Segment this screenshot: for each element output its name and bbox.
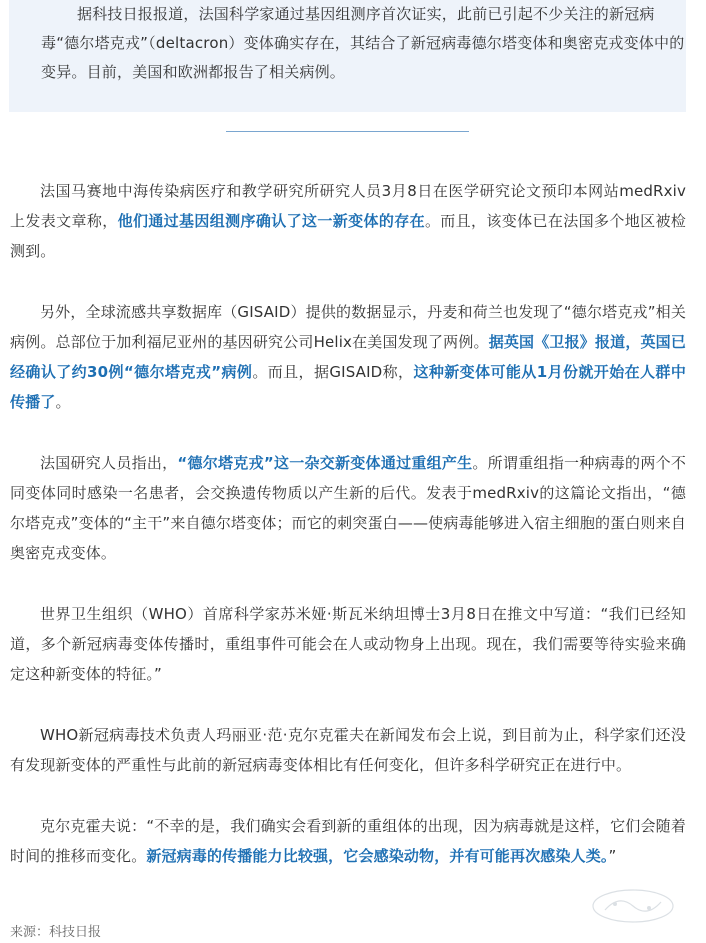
paragraph-3-text: 法国研究人员指出， <box>40 454 178 472</box>
paragraph-2 <box>10 297 686 417</box>
summary-box <box>9 0 686 112</box>
paragraph-2-text: 另外，全球流感共享数据库（GISAID）提供的数据显示，丹麦和荷兰也发现了“德尔塔克戎”相关病例。总部位于加利福尼亚州的基因研究公司Helix在美国发现了两例。 <box>10 303 686 351</box>
paragraph-5-text: WHO新冠病毒技术负责人玛丽亚·范·克尔克霍夫在新闻发布会上说，到目前为止，科学家们还没有发现新变体的严重性与此前的新冠病毒变体相比有任何变化，但许多科学研究正在进行中。 <box>10 726 686 774</box>
paragraph-4-text: 世界卫生组织（WHO）首席科学家苏米娅·斯瓦米纳坦博士3月8日在推文中写道：“我们已经知道，多个新冠病毒变体传播时，重组事件可能会在人或动物身上出现。现在，我们需要等待实验来确定这种新变体的特征。” <box>10 605 686 683</box>
article-body <box>10 176 686 902</box>
paragraph-4 <box>10 599 686 689</box>
paragraph-2-highlight-1: 据英国《卫报》报道，英国已经确认了约30例“德尔塔克戎”病例 <box>10 333 687 381</box>
paragraph-3 <box>10 448 686 568</box>
paragraph-3-highlight: “德尔塔克戎”这一杂交新变体通过重组产生 <box>177 454 473 472</box>
paragraph-2-text-end: 。 <box>55 393 71 411</box>
watermark-logo-icon <box>585 884 681 928</box>
paragraph-2-highlight-2: 这种新变体可能从1月份就开始在人群中传播了 <box>10 363 686 411</box>
paragraph-6-text-end: ” <box>608 847 617 865</box>
paragraph-1-text-end: 。而且，该变体已在法国多个地区被检测到。 <box>10 212 686 260</box>
section-divider <box>226 131 469 132</box>
paragraph-6-highlight: 新冠病毒的传播能力比较强，它会感染动物，并有可能再次感染人类。 <box>146 847 609 865</box>
source-label: 来源：科技日报 <box>10 925 102 940</box>
paragraph-6-text: 克尔克霍夫说：“不幸的是，我们确实会看到新的重组体的出现，因为病毒就是这样，它们会随着时间的推移而变化。 <box>10 817 686 865</box>
summary-content: 据科技日报报道，法国科学家通过基因组测序首次证实，此前已引起不少关注的新冠病毒“德尔塔克戎”（deltacron）变体确实存在，其结合了新冠病毒德尔塔变体和奥密克戎变体中的变异。目前，美国和欧洲都报告了相关病例。 <box>41 5 685 81</box>
paragraph-5 <box>10 720 686 780</box>
paragraph-2-text-mid: 。而且，据GISAID称， <box>252 363 414 381</box>
paragraph-1 <box>10 176 686 266</box>
paragraph-3-text-end: 。所谓重组指一种病毒的两个不同变体同时感染一名患者，会交换遗传物质以产生新的后代。发表于medRxiv的这篇论文指出，“德尔塔克戎”变体的“主干”来自德尔塔变体；而它的刺突蛋白——使病毒能够进入宿主细胞的蛋白则来自奥密克戎变体。 <box>10 454 686 562</box>
paragraph-1-text: 法国马赛地中海传染病医疗和教学研究所研究人员3月8日在医学研究论文预印本网站medRxiv上发表文章称， <box>10 182 686 230</box>
summary-text <box>41 0 686 87</box>
paragraph-6 <box>10 811 686 871</box>
paragraph-1-highlight: 他们通过基因组测序确认了这一新变体的存在 <box>117 212 425 230</box>
